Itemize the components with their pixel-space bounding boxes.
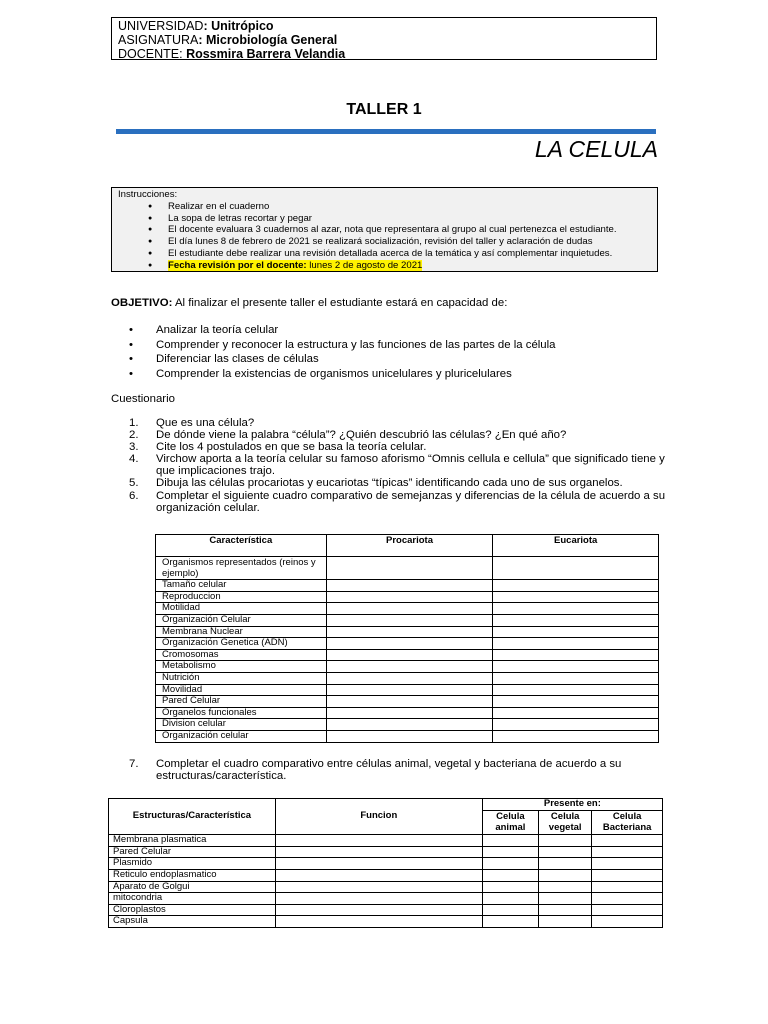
instruction-item: ● El día lunes 8 de febrero de 2021 se realizará socialización, revisión del taller y aclaración de dudas xyxy=(148,236,651,248)
answer-cell[interactable] xyxy=(493,626,659,638)
answer-cell[interactable] xyxy=(493,649,659,661)
answer-cell[interactable] xyxy=(592,881,663,893)
column-header: Característica xyxy=(156,535,327,557)
answer-cell[interactable] xyxy=(539,835,592,847)
question-item xyxy=(129,477,669,489)
instructions-box xyxy=(111,187,658,272)
answer-cell[interactable] xyxy=(275,904,482,916)
prokaryote-eukaryote-table xyxy=(155,534,659,743)
row-label: Membrana Nuclear xyxy=(156,626,327,638)
row-label: Pared Celular xyxy=(109,846,276,858)
objective-item: • Diferenciar las clases de células xyxy=(129,352,556,367)
table-row xyxy=(156,707,659,719)
answer-cell[interactable] xyxy=(493,614,659,626)
answer-cell[interactable] xyxy=(275,881,482,893)
answer-cell[interactable] xyxy=(482,858,538,870)
row-label: Motilidad xyxy=(156,603,327,615)
answer-cell[interactable] xyxy=(539,881,592,893)
column-header: Procariota xyxy=(326,535,493,557)
answer-cell[interactable] xyxy=(493,603,659,615)
answer-cell[interactable] xyxy=(592,835,663,847)
subject-line xyxy=(118,33,650,47)
row-label: Organización celular xyxy=(156,730,327,742)
answer-cell[interactable] xyxy=(592,916,663,928)
university-value: : Unitrópico xyxy=(203,19,274,33)
answer-cell[interactable] xyxy=(275,893,482,905)
question-number: 6. xyxy=(129,489,139,502)
answer-cell[interactable] xyxy=(326,638,493,650)
answer-cell[interactable] xyxy=(275,916,482,928)
question-item xyxy=(129,417,669,429)
answer-cell[interactable] xyxy=(493,557,659,580)
row-label: Organismos representados (reinos y ejemplo) xyxy=(156,557,327,580)
question-text: Completar el cuadro comparativo entre células animal, vegetal y bacteriana de acuerdo a su estructuras/característica. xyxy=(156,758,622,783)
table-row xyxy=(156,719,659,731)
answer-cell[interactable] xyxy=(539,916,592,928)
table-row xyxy=(156,557,659,580)
answer-cell[interactable] xyxy=(326,649,493,661)
answer-cell[interactable] xyxy=(326,626,493,638)
table-row xyxy=(156,730,659,742)
table-row xyxy=(156,603,659,615)
answer-cell[interactable] xyxy=(493,580,659,592)
page-subtitle: LA CELULA xyxy=(534,136,658,162)
column-header: Celula animal xyxy=(482,810,538,835)
answer-cell[interactable] xyxy=(493,661,659,673)
instruction-item: ● La sopa de letras recortar y pegar xyxy=(148,213,651,225)
teacher-label: DOCENTE: xyxy=(118,47,187,61)
row-label: Cromosomas xyxy=(156,649,327,661)
row-label: Nutrición xyxy=(156,672,327,684)
question-text: Completar el siguiente cuadro comparativo de semejanzas y diferencias de la célula de acuerdo a su organización celular. xyxy=(156,489,666,514)
table-row xyxy=(156,696,659,708)
answer-cell[interactable] xyxy=(482,869,538,881)
answer-cell[interactable] xyxy=(482,881,538,893)
table-row xyxy=(156,591,659,603)
subject-label: ASIGNATURA xyxy=(118,33,199,47)
row-label: Organización Celular xyxy=(156,614,327,626)
objective-statement xyxy=(111,297,507,309)
table-row xyxy=(156,580,659,592)
question-list xyxy=(129,417,669,514)
table-row xyxy=(109,881,663,893)
row-label: Reticulo endoplasmatico xyxy=(109,869,276,881)
table-row xyxy=(109,846,663,858)
instructions-list xyxy=(118,201,651,272)
question-item xyxy=(129,758,669,782)
questionnaire-heading: Cuestionario xyxy=(111,393,175,405)
column-header: Celula Bacteriana xyxy=(592,810,663,835)
question-text: Que es una célula? xyxy=(156,417,255,429)
answer-cell[interactable] xyxy=(326,696,493,708)
table-row xyxy=(156,672,659,684)
objective-item: • Comprender y reconocer la estructura y las funciones de las partes de la célula xyxy=(129,338,556,353)
table-row xyxy=(156,661,659,673)
answer-cell[interactable] xyxy=(592,869,663,881)
column-header: Eucariota xyxy=(493,535,659,557)
table-row xyxy=(109,835,663,847)
answer-cell[interactable] xyxy=(493,638,659,650)
question-number: 7. xyxy=(129,758,139,770)
review-date-value: lunes 2 de agosto de 2021 xyxy=(306,259,423,271)
table-row xyxy=(109,916,663,928)
table-row xyxy=(109,893,663,905)
answer-cell[interactable] xyxy=(539,846,592,858)
answer-cell[interactable] xyxy=(326,684,493,696)
page-title: TALLER 1 xyxy=(346,101,422,118)
table-row xyxy=(156,638,659,650)
answer-cell[interactable] xyxy=(326,730,493,742)
instruction-item: ● El estudiante debe realizar una revisión detallada acerca de la temática y así complementar inquietudes. xyxy=(148,248,651,260)
table-row xyxy=(156,614,659,626)
column-group-header: Presente en: xyxy=(482,799,662,811)
answer-cell[interactable] xyxy=(493,672,659,684)
row-label: Capsula xyxy=(109,916,276,928)
table-row xyxy=(156,626,659,638)
answer-cell[interactable] xyxy=(592,904,663,916)
objective-item: • Analizar la teoría celular xyxy=(129,323,556,338)
row-label: Tamaño celular xyxy=(156,580,327,592)
teacher-value: Rossmira Barrera Velandia xyxy=(186,47,346,61)
answer-cell[interactable] xyxy=(326,672,493,684)
subject-value: : Microbiología General xyxy=(198,33,338,47)
answer-cell[interactable] xyxy=(326,557,493,580)
row-label: Organelos funcionales xyxy=(156,707,327,719)
review-date-label: Fecha revisión por el docente: xyxy=(168,259,307,271)
teacher-line xyxy=(118,47,650,61)
answer-cell[interactable] xyxy=(326,707,493,719)
question-item xyxy=(129,441,669,453)
answer-cell[interactable] xyxy=(539,858,592,870)
row-label: Aparato de Golgui xyxy=(109,881,276,893)
table-row xyxy=(109,904,663,916)
cell-types-table xyxy=(108,798,663,928)
answer-cell[interactable] xyxy=(326,591,493,603)
answer-cell[interactable] xyxy=(275,835,482,847)
answer-cell[interactable] xyxy=(592,846,663,858)
table-row xyxy=(156,649,659,661)
column-header: Estructuras/Característica xyxy=(109,799,276,835)
row-label: Movilidad xyxy=(156,684,327,696)
objective-list xyxy=(129,323,556,381)
answer-cell[interactable] xyxy=(275,846,482,858)
answer-cell[interactable] xyxy=(539,893,592,905)
table-row xyxy=(109,869,663,881)
answer-cell[interactable] xyxy=(482,846,538,858)
column-header: Funcion xyxy=(275,799,482,835)
question-item xyxy=(129,490,669,514)
answer-cell[interactable] xyxy=(482,835,538,847)
question-item xyxy=(129,453,669,477)
row-label: Reproduccion xyxy=(156,591,327,603)
table-row xyxy=(109,858,663,870)
objective-text: Al finalizar el presente taller el estudiante estará en capacidad de: xyxy=(172,297,508,309)
objective-item: • Comprender la existencias de organismos unicelulares y pluricelulares xyxy=(129,367,556,382)
answer-cell[interactable] xyxy=(493,684,659,696)
instruction-item: ● El docente evaluara 3 cuadernos al azar, nota que representara al grupo al cual pertenezca el estudiante. xyxy=(148,224,651,236)
row-label: Plasmido xyxy=(109,858,276,870)
answer-cell[interactable] xyxy=(493,591,659,603)
question-number: 3. xyxy=(129,441,139,454)
answer-cell[interactable] xyxy=(326,580,493,592)
row-label: Pared Celular xyxy=(156,696,327,708)
question-number: 2. xyxy=(129,429,139,442)
table-header-row xyxy=(109,799,663,811)
question-number: 4. xyxy=(129,453,139,466)
answer-cell[interactable] xyxy=(482,904,538,916)
table-header-row xyxy=(156,535,659,557)
answer-cell[interactable] xyxy=(275,858,482,870)
answer-cell[interactable] xyxy=(592,858,663,870)
answer-cell[interactable] xyxy=(539,869,592,881)
title-divider xyxy=(116,129,656,134)
answer-cell[interactable] xyxy=(326,661,493,673)
table-row xyxy=(156,684,659,696)
question-text: De dónde viene la palabra “célula”? ¿Quién descubrió las células? ¿En qué año? xyxy=(156,429,567,442)
answer-cell[interactable] xyxy=(493,696,659,708)
question-item xyxy=(129,429,669,441)
row-label: Cloroplastos xyxy=(109,904,276,916)
question-number: 1. xyxy=(129,417,139,429)
row-label: Organización Genetica (ADN) xyxy=(156,638,327,650)
answer-cell[interactable] xyxy=(482,916,538,928)
objective-label: OBJETIVO: xyxy=(111,297,173,309)
answer-cell[interactable] xyxy=(482,893,538,905)
answer-cell[interactable] xyxy=(592,893,663,905)
question-text: Virchow aporta a la teoría celular su famoso aforismo “Omnis cellula e cellula” que significado tiene y que implicaciones trajo. xyxy=(156,453,665,478)
header-info-box xyxy=(111,17,657,60)
instructions-heading: Instrucciones: xyxy=(118,189,178,200)
row-label: Division celular xyxy=(156,719,327,731)
question-text: Cite los 4 postulados en que se basa la teoría celular. xyxy=(156,441,427,454)
answer-cell[interactable] xyxy=(326,614,493,626)
answer-cell[interactable] xyxy=(493,730,659,742)
instruction-item: ● Realizar en el cuaderno xyxy=(148,201,651,213)
answer-cell[interactable] xyxy=(493,707,659,719)
row-label: Membrana plasmatica xyxy=(109,835,276,847)
university-line xyxy=(118,19,650,33)
answer-cell[interactable] xyxy=(539,904,592,916)
answer-cell[interactable] xyxy=(326,603,493,615)
row-label: mitocondria xyxy=(109,893,276,905)
question-number: 5. xyxy=(129,477,139,490)
question-text: Dibuja las células procariotas y eucariotas “típicas” identificando cada uno de sus organelos. xyxy=(156,477,623,490)
answer-cell[interactable] xyxy=(493,719,659,731)
instruction-item-highlighted xyxy=(148,260,651,272)
university-label: UNIVERSIDAD xyxy=(118,19,204,33)
answer-cell[interactable] xyxy=(326,719,493,731)
row-label: Metabolismo xyxy=(156,661,327,673)
answer-cell[interactable] xyxy=(275,869,482,881)
column-header: Celula vegetal xyxy=(539,810,592,835)
